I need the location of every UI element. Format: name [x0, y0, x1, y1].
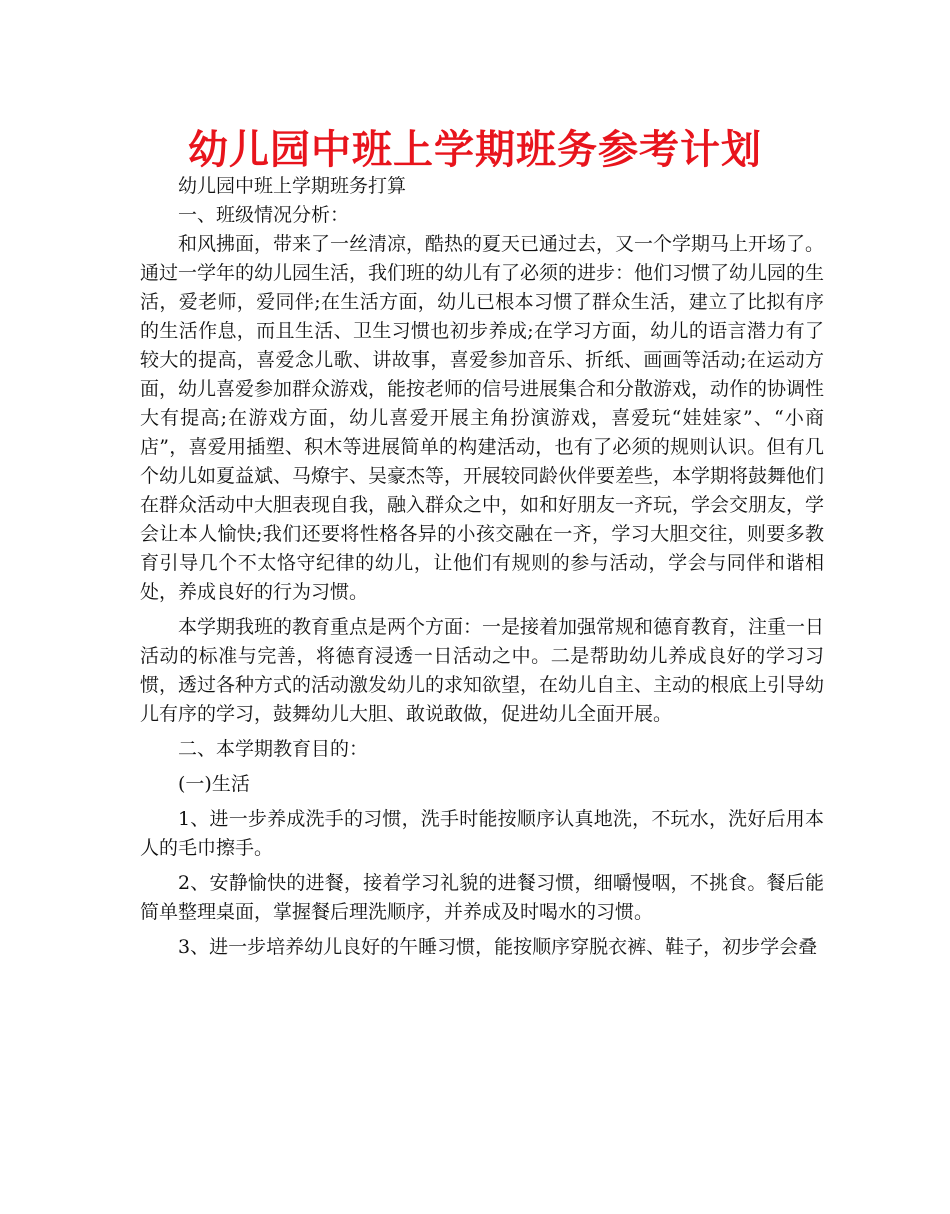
- list-item-handwashing: 1、进一步养成洗手的习惯，洗手时能按顺序认真地洗，不玩水，洗好后用本人的毛巾擦手。: [140, 808, 824, 859]
- body-paragraph-class-situation: 和风拂面，带来了一丝清凉，酷热的夏天已通过去，又一个学期马上开场了。通过一学年的幼儿园生活，我们班的幼儿有了必须的进步：他们习惯了幼儿园的生活，爱老师，爱同伴;在生活方面，幼儿已根本习惯了群众生活，建立了比拟有序的生活作息，而且生活、卫生习惯也初步养成;在学习方面，幼儿的语言潜力有了较大的提高，喜爱念儿歌、讲故事，喜爱参加音乐、折纸、画画等活动;在运动方面，幼儿喜爱参加群众游戏，能按老师的信号进展集合和分散游戏，动作的协调性大有提高;在游戏方面，幼儿喜爱开展主角扮演游戏，喜爱玩“娃娃家”、“小商店”，喜爱用插塑、积木等进展简单的构建活动，也有了必须的规则认识。但有几个幼儿如夏益斌、马燎宇、吴豪杰等，开展较同龄伙伴要差些，本学期将鼓舞他们在群众活动中大胆表现自我，融入群众之中，如和好朋友一齐玩，学会交朋友，学会让本人愉快;我们还要将性格各异的小孩交融在一齐，学习大胆交往，则要多教育引导几个不太恪守纪律的幼儿，让他们有规则的参与活动，学会与同伴和谐相处，养成良好的行为习惯。: [140, 233, 825, 603]
- document-title: 幼儿园中班上学期班务参考计划: [188, 127, 762, 173]
- list-item-eating: 2、安静愉快的进餐，接着学习礼貌的进餐习惯，细嚼慢咽，不挑食。餐后能简单整理桌面，掌握餐后理洗顺序，并养成及时喝水的习惯。: [140, 872, 824, 923]
- section-heading-class-analysis: 一、班级情况分析：: [178, 204, 350, 226]
- subtitle-paragraph: 幼儿园中班上学期班务打算: [178, 175, 407, 197]
- document-body: [140, 172, 824, 962]
- body-paragraph-education-focus: 本学期我班的教育重点是两个方面：一是接着加强常规和德育教育，注重一日活动的标准与完善，将德育浸透一日活动之中。二是帮助幼儿养成良好的学习习惯，透过各种方式的活动激发幼儿的求知欲望，在幼儿自主、主动的根底上引导幼儿有序的学习，鼓舞幼儿大胆、敢说敢做，促进幼儿全面开展。: [140, 616, 825, 725]
- section-heading-education-goals: 二、本学期教育目的：: [178, 738, 369, 760]
- subsection-heading-life: (一)生活: [178, 773, 250, 795]
- list-item-napping: 3、进一步培养幼儿良好的午睡习惯，能按顺序穿脱衣裤、鞋子，初步学会叠: [178, 936, 818, 958]
